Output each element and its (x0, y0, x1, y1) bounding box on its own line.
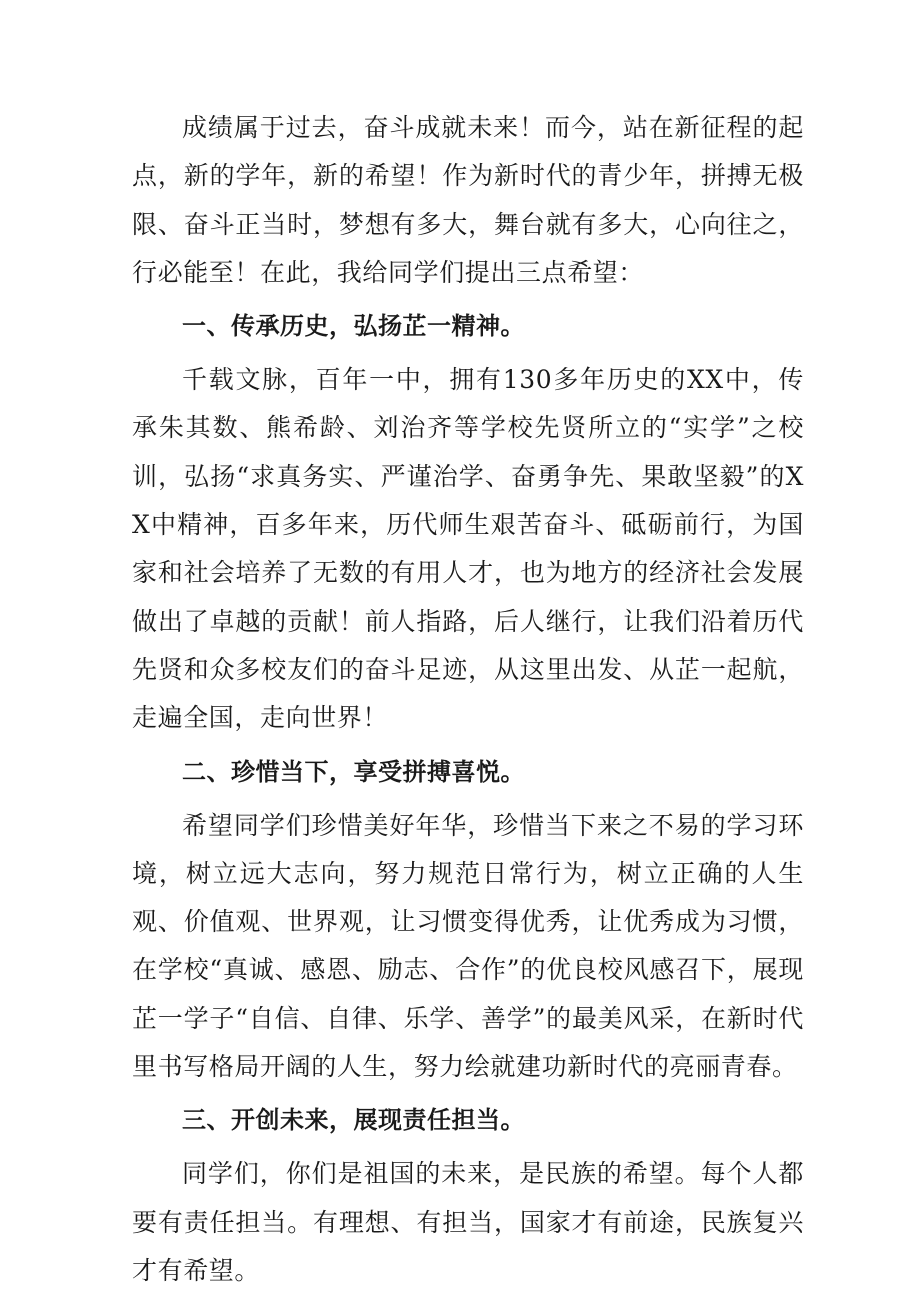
document-body (132, 104, 804, 1295)
section-1-paragraph: 千载文脉，百年一中，拥有130多年历史的XX中，传承朱其数、熊希龄、刘治齐等学校先贤所立的“实学”之校训，弘扬“求真务实、严谨治学、奋勇争先、果敢坚毅”的XX中精神，百多年来，历代师生艰苦奋斗、砥砺前行，为国家和社会培养了无数的有用人才，也为地方的经济社会发展做出了卓越的贡献！前人指路，后人继行，让我们沿着历代先贤和众多校友们的奋斗足迹，从这里出发、从芷一起航，走遍全国，走向世界！ (132, 365, 804, 733)
section-heading-2: 二、珍惜当下，享受拼搏喜悦。 (182, 757, 525, 786)
intro-paragraph: 成绩属于过去，奋斗成就未来！而今，站在新征程的起点，新的学年，新的希望！作为新时代的青少年，拼搏无极限、奋斗正当时，梦想有多大，舞台就有多大，心向往之，行必能至！在此，我给同学们提出三点希望： (132, 113, 804, 287)
section-2-paragraph: 希望同学们珍惜美好年华，珍惜当下来之不易的学习环境，树立远大志向，努力规范日常行为，树立正确的人生观、价值观、世界观，让习惯变得优秀，让优秀成为习惯，在学校“真诚、感恩、励志、合作”的优良校风感召下，展现芷一学子“自信、自律、乐学、善学”的最美风采，在新时代里书写格局开阔的人生，努力绘就建功新时代的亮丽青春。 (132, 810, 804, 1082)
section-heading-3: 三、开创未来，展现责任担当。 (182, 1106, 525, 1135)
section-3-paragraph: 同学们，你们是祖国的未来，是民族的希望。每个人都要有责任担当。有理想、有担当，国家才有前途，民族复兴才有希望。 (132, 1159, 804, 1285)
section-heading-1: 一、传承历史，弘扬芷一精神。 (182, 312, 525, 341)
